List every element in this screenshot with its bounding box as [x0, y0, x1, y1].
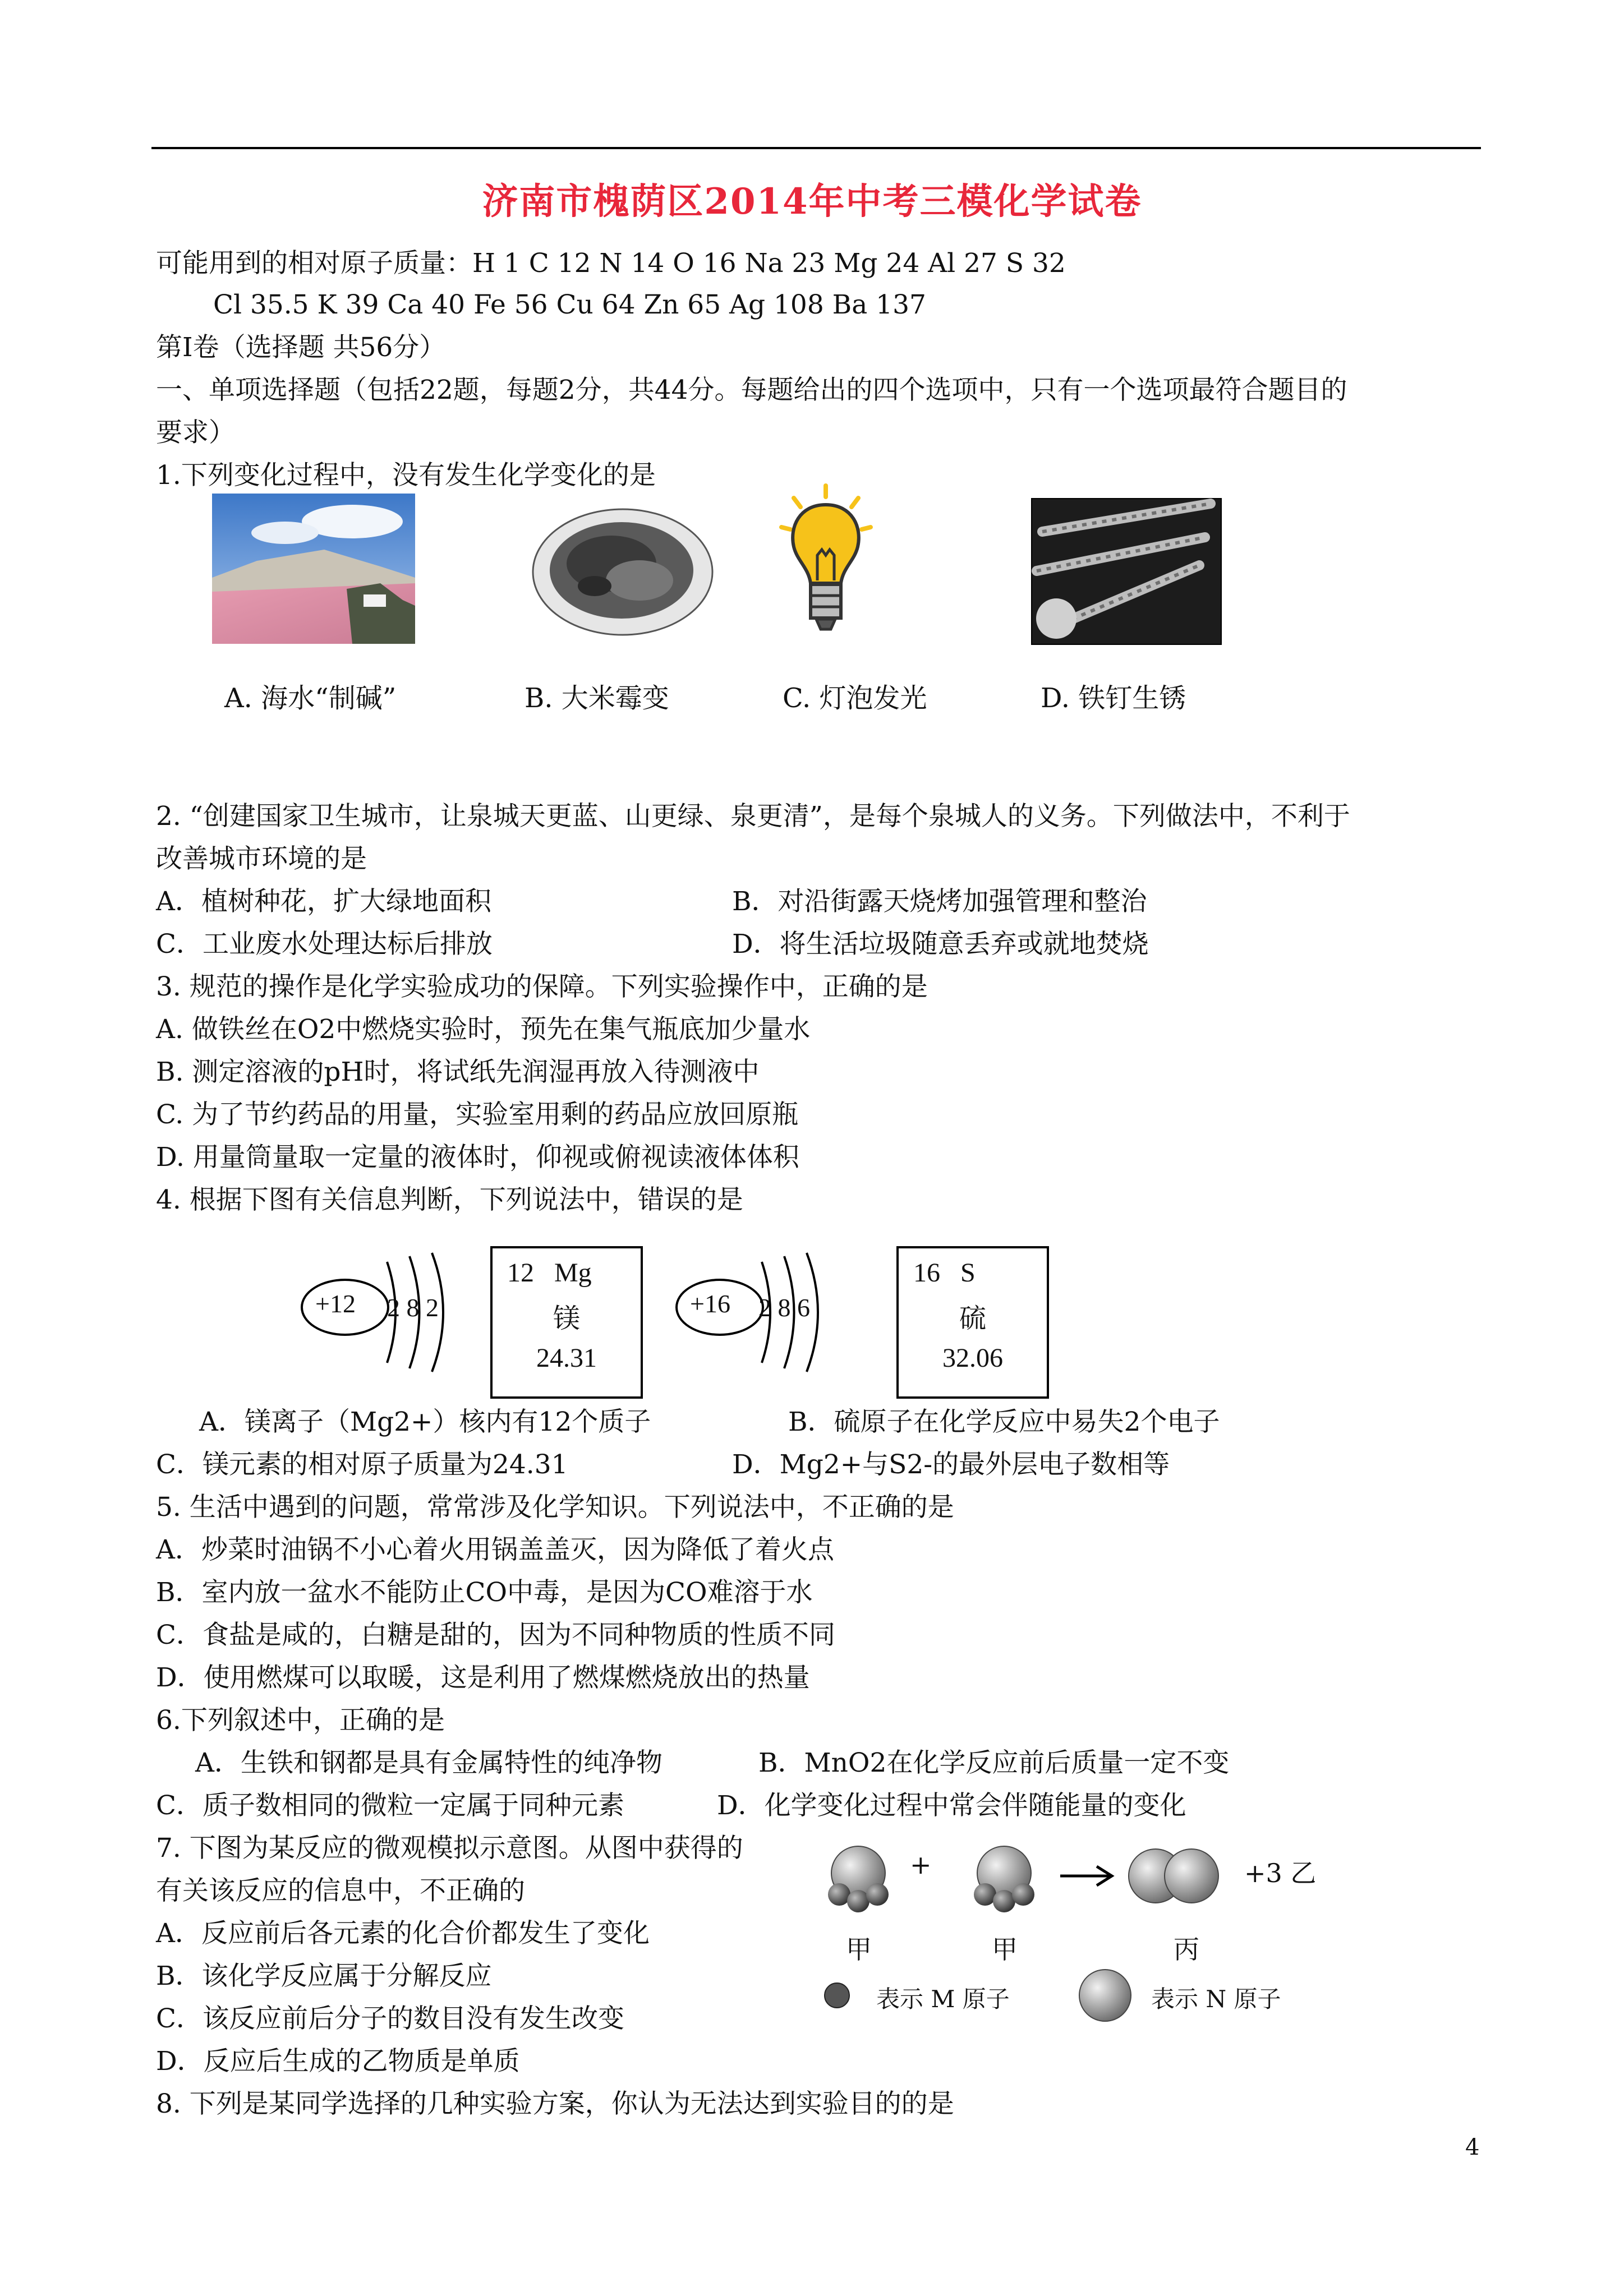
header-rule	[151, 147, 1481, 149]
q6-stem: 6.下列叙述中，正确的是	[156, 1705, 445, 1736]
q1-option-b: B. 大米霉变	[525, 683, 669, 714]
reaction-arrow	[1060, 1866, 1112, 1885]
q3-option-b: B. 测定溶液的pH时，将试纸先润湿再放入待测液中	[156, 1057, 760, 1087]
q6-option-d: D．化学变化过程中常会伴随能量的变化	[717, 1790, 1186, 1821]
reaction-diagram	[819, 1834, 1324, 1957]
q7-option-c: C．该反应前后分子的数目没有发生改变	[156, 2003, 624, 2034]
q1-option-d: D. 铁钉生锈	[1041, 683, 1186, 714]
mg-atomic-mass: 24.31	[536, 1343, 597, 1373]
q7-option-d: D．反应后生成的乙物质是单质	[156, 2046, 520, 2077]
label-jia-2: 甲	[992, 1934, 1018, 1965]
q3-option-a: A. 做铁丝在O2中燃烧实验时，预先在集气瓶底加少量水	[156, 1014, 811, 1045]
q7-stem-line-2: 有关该反应的信息中，不正确的	[156, 1875, 525, 1906]
mg-shell-electrons: 2 8 2	[387, 1293, 439, 1322]
part-heading-line-2: 要求）	[156, 417, 235, 448]
legend-n-label: 表示 N 原子	[1151, 1985, 1281, 2013]
reaction-plus-sign: +	[910, 1850, 932, 1880]
mg-element-card	[490, 1246, 643, 1399]
q1-option-c: C. 灯泡发光	[783, 683, 927, 714]
q1-option-a: A. 海水“制碱”	[224, 683, 397, 714]
q8-stem: 8. 下列是某同学选择的几种实验方案，你认为无法达到实验目的的是	[156, 2088, 954, 2119]
q4-stem: 4. 根据下图有关信息判断，下列说法中，错误的是	[156, 1184, 743, 1215]
page-number: 4	[1465, 2134, 1480, 2160]
s-shell-electrons: 2 8 6	[758, 1293, 810, 1322]
q4-option-b: B．硫原子在化学反应中易失2个电子	[788, 1407, 1220, 1437]
q5-option-a: A．炒菜时油锅不小心着火用锅盖盖灭，因为降低了着火点	[156, 1534, 834, 1565]
section-heading: 第Ⅰ卷（选择题 共56分）	[156, 332, 446, 363]
q1-photo-salt-field	[212, 494, 415, 644]
label-bing: 丙	[1174, 1934, 1199, 1965]
s-symbol: S	[960, 1258, 976, 1288]
q5-option-d: D．使用燃煤可以取暖，这是利用了燃煤燃烧放出的热量	[156, 1662, 810, 1693]
s-atomic-mass: 32.06	[942, 1343, 1003, 1373]
q7-stem-line-1: 7. 下图为某反应的微观模拟示意图。从图中获得的	[156, 1833, 743, 1864]
q3-stem: 3. 规范的操作是化学实验成功的保障。下列实验操作中，正确的是	[156, 971, 928, 1002]
s-nucleus-charge: +16	[690, 1289, 730, 1318]
q5-option-b: B．室内放一盆水不能防止CO中毒，是因为CO难溶于水	[156, 1577, 813, 1608]
q4-option-c: C．镁元素的相对原子质量为24.31	[156, 1449, 568, 1480]
atomic-masses-line-1: 可能用到的相对原子质量：H 1 C 12 N 14 O 16 Na 23 Mg 24 Al 27 S 32	[156, 248, 1066, 279]
exam-title: 济南市槐荫区2014年中考三模化学试卷	[482, 181, 1142, 223]
q2-option-b: B．对沿街露天烧烤加强管理和整治	[732, 886, 1147, 917]
q2-stem-line-2: 改善城市环境的是	[156, 843, 367, 874]
legend-m-atom-icon	[820, 1979, 854, 2012]
q2-option-a: A．植树种花，扩大绿地面积	[156, 886, 491, 917]
legend-m-label: 表示 M 原子	[876, 1985, 1010, 2013]
s-element-card	[896, 1246, 1049, 1399]
s-name: 硫	[959, 1304, 986, 1334]
mg-symbol: Mg	[554, 1258, 592, 1288]
mg-name: 镁	[553, 1304, 580, 1334]
q7-option-b: B．该化学反应属于分解反应	[156, 1961, 492, 1991]
q7-option-a: A．反应前后各元素的化合价都发生了变化	[156, 1918, 650, 1949]
molecule-jia-2	[974, 1846, 1034, 1912]
q6-option-b: B．MnO2在化学反应前后质量一定不变	[758, 1748, 1230, 1778]
q3-option-c: C. 为了节约药品的用量，实验室用剩的药品应放回原瓶	[156, 1099, 799, 1130]
product-yi-label: +3 乙	[1244, 1858, 1317, 1888]
q4-option-d: D．Mg2+与S2-的最外层电子数相等	[732, 1449, 1170, 1480]
q6-option-a: A．生铁和钢都是具有金属特性的纯净物	[195, 1748, 663, 1778]
legend-n-atom-icon	[1077, 1967, 1133, 2023]
mg-nucleus-charge: +12	[315, 1289, 356, 1318]
q1-light-bulb-icon	[777, 482, 875, 645]
q1-photo-moldy-rice	[527, 502, 718, 642]
q6-option-c: C．质子数相同的微粒一定属于同种元素	[156, 1790, 624, 1821]
label-jia-1: 甲	[846, 1934, 872, 1965]
s-atomic-number: 16	[913, 1258, 940, 1288]
q3-option-d: D. 用量筒量取一定量的液体时，仰视或俯视读液体体积	[156, 1142, 799, 1173]
q2-option-d: D．将生活垃圾随意丢弃或就地焚烧	[732, 929, 1149, 960]
atomic-masses-line-2: Cl 35.5 K 39 Ca 40 Fe 56 Cu 64 Zn 65 Ag 108 Ba 137	[213, 289, 926, 320]
q5-option-c: C．食盐是咸的，白糖是甜的，因为不同种物质的性质不同	[156, 1620, 835, 1650]
q1-stem: 1.下列变化过程中，没有发生化学变化的是	[156, 460, 656, 491]
q5-stem: 5. 生活中遇到的问题，常常涉及化学知识。下列说法中，不正确的是	[156, 1492, 954, 1523]
q1-photo-rusty-nail	[1031, 498, 1222, 645]
mg-atomic-number: 12	[507, 1258, 534, 1288]
part-heading-line-1: 一、单项选择题（包括22题，每题2分，共44分。每题给出的四个选项中，只有一个选项最符合题目的	[156, 375, 1347, 405]
q2-stem-line-1: 2. “创建国家卫生城市，让泉城天更蓝、山更绿、泉更清”，是每个泉城人的义务。下列做法中，不利于	[156, 801, 1350, 832]
q4-option-a: A．镁离子（Mg2+）核内有12个质子	[199, 1407, 651, 1437]
molecule-bing	[1129, 1849, 1218, 1903]
molecule-jia-1	[828, 1846, 889, 1912]
q2-option-c: C．工业废水处理达标后排放	[156, 929, 493, 960]
